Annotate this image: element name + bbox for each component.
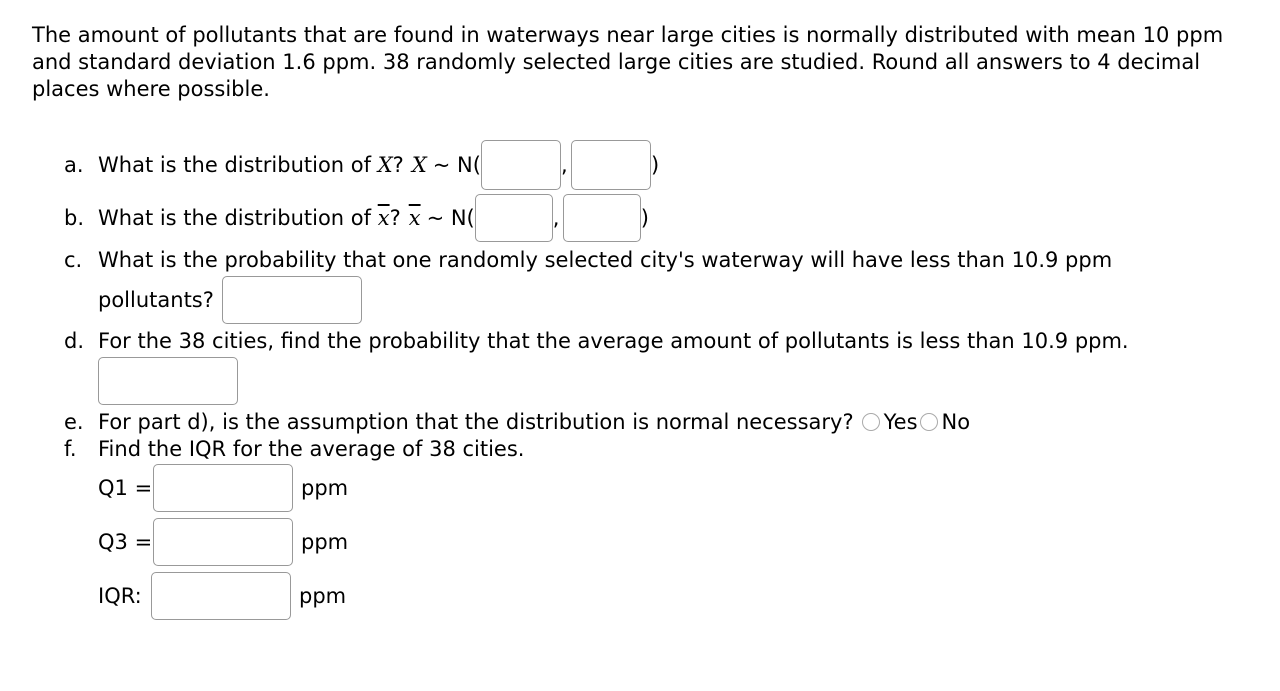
part-a-variable: X: [377, 153, 393, 177]
part-c-line2: [98, 276, 362, 324]
q1-input[interactable]: [153, 464, 293, 512]
q1-row: [98, 464, 348, 512]
part-b-close: ): [640, 206, 649, 230]
problem-intro: The amount of pollutants that are found in waterways near large cities is normally distributed with mean 10 ppm and standard deviation 1.6 ppm. 38 randomly selected large cities are studied. Round all answers to 4 decimal places where possible.: [32, 23, 1224, 101]
part-b-dist: ~ N(: [426, 206, 475, 230]
part-e-question: For part d), is the assumption that the distribution is normal necessary?: [98, 410, 854, 434]
part-c-question: What is the probability that one randomly selected city's waterway will have less than 10.9 ppm: [98, 248, 1113, 272]
part-b-question-mark: ?: [389, 206, 401, 230]
part-a-question-mark: ?: [392, 153, 404, 177]
part-d-input[interactable]: [98, 357, 238, 405]
part-a-sd-input[interactable]: [571, 140, 651, 190]
yes-radio[interactable]: [862, 413, 880, 431]
part-d-label: d.: [64, 329, 85, 353]
part-a-comma: ,: [560, 153, 568, 177]
part-c-input[interactable]: [222, 276, 362, 324]
part-a-variable-2: X: [411, 153, 427, 177]
part-a-label: a.: [64, 153, 84, 177]
part-f-label: f.: [64, 437, 77, 461]
iqr-row: [98, 572, 346, 620]
q1-label: Q1 =: [98, 476, 153, 500]
no-radio[interactable]: [920, 413, 938, 431]
part-e: [64, 410, 970, 434]
iqr-input[interactable]: [151, 572, 291, 620]
part-d-answer-row: [98, 357, 238, 405]
part-d-question: For the 38 cities, find the probability that the average amount of pollutants is less than 10.9 ppm.: [98, 329, 1129, 353]
q3-input[interactable]: [153, 518, 293, 566]
part-a-dist: ~ N(: [432, 153, 481, 177]
part-b-sd-input[interactable]: [563, 194, 641, 242]
part-e-label: e.: [64, 410, 84, 434]
part-d: [64, 329, 1129, 353]
yes-label: Yes: [883, 410, 918, 434]
part-b-variable: $\overline{x}$: [377, 206, 390, 230]
part-b: [64, 194, 649, 242]
part-b-question: What is the distribution of: [98, 206, 378, 230]
part-f: [64, 437, 524, 461]
no-label: No: [941, 410, 971, 434]
q1-unit: ppm: [301, 476, 349, 500]
q3-label: Q3 =: [98, 530, 153, 554]
iqr-unit: ppm: [299, 584, 347, 608]
part-c: [64, 248, 1112, 272]
iqr-label: IQR:: [98, 584, 142, 608]
part-a-mean-input[interactable]: [481, 140, 561, 190]
part-b-variable-2: $\overline{x}$: [408, 206, 421, 230]
part-a: [64, 140, 659, 190]
part-b-label: b.: [64, 206, 85, 230]
part-c-label: c.: [64, 248, 83, 272]
q3-unit: ppm: [301, 530, 349, 554]
q3-row: [98, 518, 348, 566]
part-c-question-cont: pollutants?: [98, 288, 214, 312]
part-a-close: ): [650, 153, 660, 177]
part-f-question: Find the IQR for the average of 38 cities.: [98, 437, 525, 461]
part-b-mean-input[interactable]: [475, 194, 553, 242]
part-b-comma: ,: [552, 206, 560, 230]
part-a-question: What is the distribution of: [98, 153, 378, 177]
